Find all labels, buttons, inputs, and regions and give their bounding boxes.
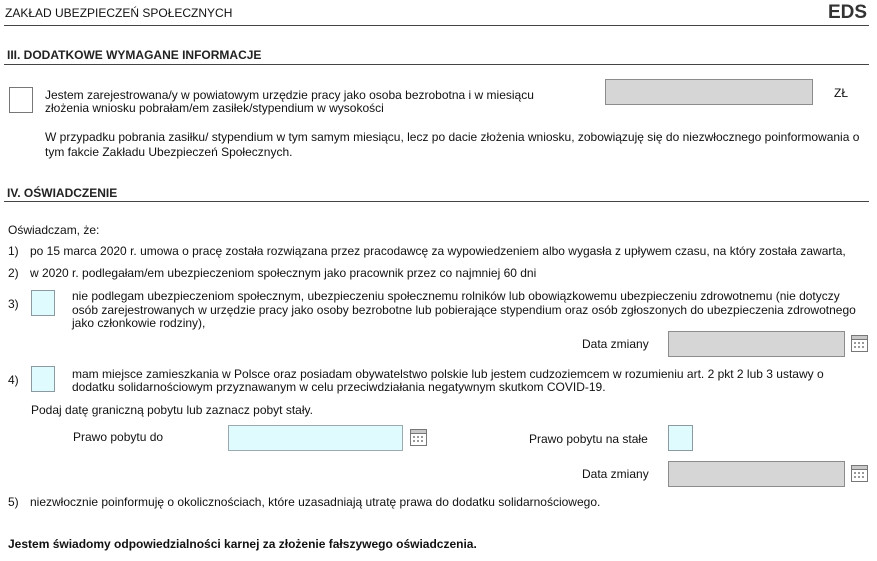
item2-number: 2) [8, 266, 19, 280]
notification-note-line1: W przypadku pobrania zasiłku/ stypendium w tym samym miesiącu, lecz po dacie złożenia wniosku, zobowiązuję się do niezwłocznego poinformowania o [45, 130, 860, 144]
item2-text: w 2020 r. podlegałam/em ubezpieczeniom społecznym jako pracownik przez co najmniej 60 dni [30, 266, 537, 280]
institution-name: ZAKŁAD UBEZPIECZEŃ SPOŁECZNYCH [5, 6, 233, 20]
section3-divider [4, 64, 869, 65]
permanent-residence-label: Prawo pobytu na stałe [529, 432, 648, 446]
form-code: EDS [828, 2, 868, 23]
calendar-icon[interactable] [410, 429, 427, 446]
unemployment-text-line2: złożenia wniosku pobrałam/em zasiłek/stypendium w wysokości [45, 101, 384, 115]
item3-text-line2: osób zarejestrowanych w urzędzie pracy jako osoby bezrobotne lub pobierające stypendium oraz osób zgłoszonych do ubezpieczenia zdrowotnego [72, 303, 856, 317]
item1-text: po 15 marca 2020 r. umowa o pracę została rozwiązana przez pracodawcę za wypowiedzeniem albo wygasła z upływem czasu, na który została zawarta, [30, 244, 846, 258]
item4-number: 4) [8, 373, 19, 387]
item3-change-date-field[interactable] [668, 331, 845, 357]
unemployment-text-line1: Jestem zarejestrowana/y w powiatowym urzędzie pracy jako osoba bezrobotna i w miesiącu [45, 88, 534, 102]
residence-until-field[interactable] [228, 425, 403, 451]
item1-number: 1) [8, 244, 19, 258]
item3-date-label: Data zmiany [582, 337, 649, 351]
permanent-residence-checkbox[interactable] [668, 425, 693, 451]
item4-text-line1: mam miejsce zamieszkania w Polsce oraz posiadam obywatelstwo polskie lub jestem cudzoziemcem w rozumieniu art. 2 pkt 2 lub 3 ustawy o [72, 367, 824, 381]
section3-title: III. DODATKOWE WYMAGANE INFORMACJE [7, 48, 262, 62]
item5-number: 5) [8, 495, 19, 509]
notification-note-line2: tym fakcie Zakładu Ubezpieczeń Społecznych. [45, 145, 293, 159]
calendar-icon[interactable] [851, 465, 868, 482]
item4-date-label: Data zmiany [582, 467, 649, 481]
statement-intro: Oświadczam, że: [8, 223, 100, 237]
item4-text-line2: dodatku solidarnościowym przyznawanym w celu przeciwdziałania negatywnym skutkom COVID-19. [72, 380, 606, 394]
item4-change-date-field[interactable] [668, 461, 845, 487]
header-divider [4, 25, 869, 26]
item5-text: niezwłocznie poinformuję o okolicznościach, które uzasadniają utratę prawa do dodatku solidarnościowego. [30, 495, 601, 509]
section4-divider [4, 201, 869, 202]
item3-text-line1: nie podlegam ubezpieczeniom społecznym, ubezpieczeniu społecznemu rolników lub obowiązkowemu ubezpieczeniu zdrowotnemu (nie dotyczy [72, 289, 840, 303]
item3-number: 3) [8, 297, 19, 311]
calendar-icon[interactable] [851, 335, 868, 352]
currency-label: ZŁ [834, 86, 849, 100]
residence-until-label: Prawo pobytu do [73, 430, 164, 444]
item3-text-line3: jako członkowie rodziny), [72, 316, 206, 330]
residence-hint: Podaj datę graniczną pobytu lub zaznacz pobyt stały. [31, 403, 313, 417]
item4-checkbox[interactable] [31, 366, 55, 392]
item3-checkbox[interactable] [31, 290, 55, 316]
section4-title: IV. OŚWIADCZENIE [7, 186, 118, 200]
benefit-amount-field[interactable] [605, 79, 813, 105]
unemployment-benefit-checkbox[interactable] [9, 87, 33, 113]
liability-statement: Jestem świadomy odpowiedzialności karnej za złożenie fałszywego oświadczenia. [8, 537, 477, 551]
